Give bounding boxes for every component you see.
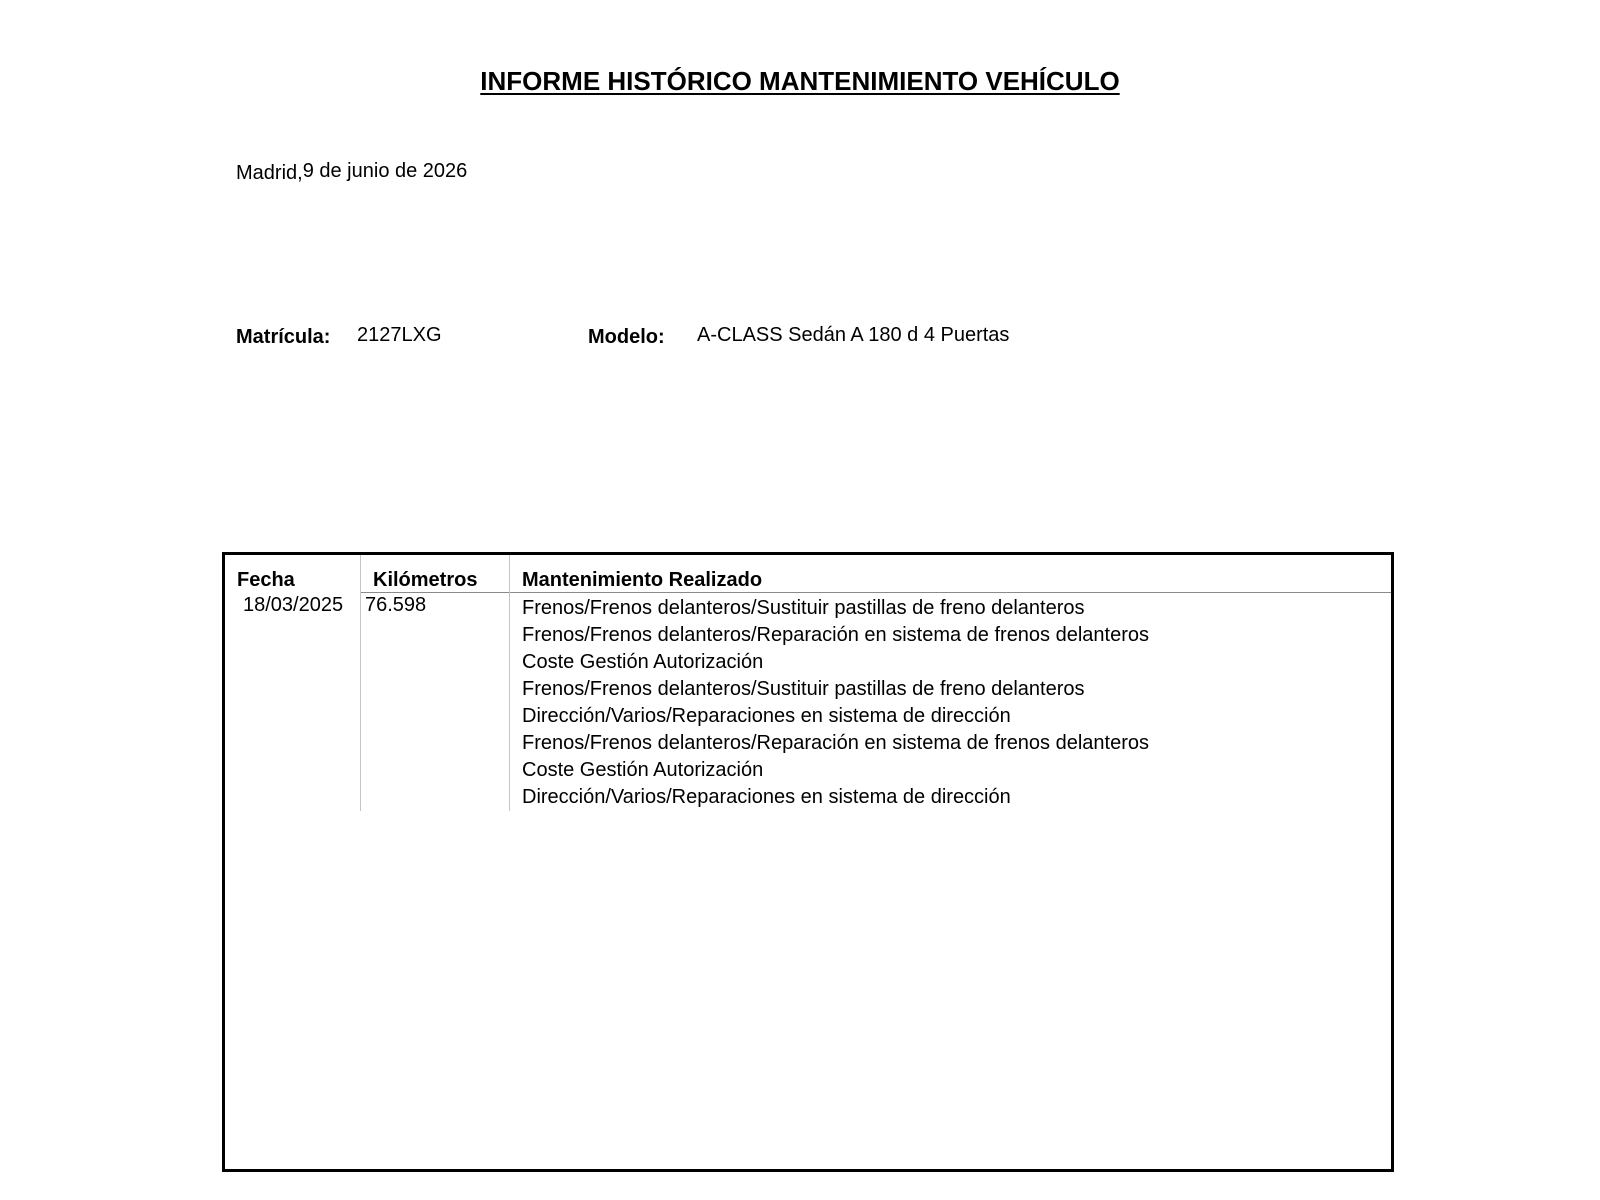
task-item: Coste Gestión Autorización bbox=[522, 651, 764, 673]
task-item: Frenos/Frenos delanteros/Reparación en sistema de frenos delanteros bbox=[522, 732, 1150, 754]
header-divider bbox=[360, 592, 1391, 593]
task-item: Frenos/Frenos delanteros/Sustituir pastillas de freno delanteros bbox=[522, 597, 1085, 619]
place: Madrid, bbox=[236, 162, 303, 184]
maintenance-history-table bbox=[222, 552, 1394, 1172]
column-header-km: Kilómetros bbox=[373, 569, 478, 591]
entry-km: 76.598 bbox=[365, 594, 427, 616]
task-item: Frenos/Frenos delanteros/Reparación en sistema de frenos delanteros bbox=[522, 624, 1150, 646]
column-divider bbox=[509, 555, 510, 811]
task-item: Coste Gestión Autorización bbox=[522, 759, 764, 781]
task-item: Dirección/Varios/Reparaciones en sistema de dirección bbox=[522, 705, 1011, 727]
column-header-date: Fecha bbox=[237, 569, 295, 591]
place-date-line bbox=[236, 160, 467, 183]
column-divider bbox=[360, 555, 361, 811]
entry-date: 18/03/2025 bbox=[243, 594, 344, 616]
column-header-work: Mantenimiento Realizado bbox=[522, 569, 763, 591]
task-list bbox=[522, 595, 1149, 811]
report-date: 9 de junio de 2026 bbox=[302, 160, 468, 182]
plate-label: Matrícula: bbox=[236, 326, 331, 348]
task-item: Dirección/Varios/Reparaciones en sistema de dirección bbox=[522, 786, 1011, 808]
model-label: Modelo: bbox=[588, 326, 665, 348]
task-item: Frenos/Frenos delanteros/Sustituir pastillas de freno delanteros bbox=[522, 678, 1085, 700]
report-title: INFORME HISTÓRICO MANTENIMIENTO VEHÍCULO bbox=[480, 66, 1120, 96]
model-value: A-CLASS Sedán A 180 d 4 Puertas bbox=[697, 324, 1010, 346]
plate-value: 2127LXG bbox=[357, 324, 442, 346]
